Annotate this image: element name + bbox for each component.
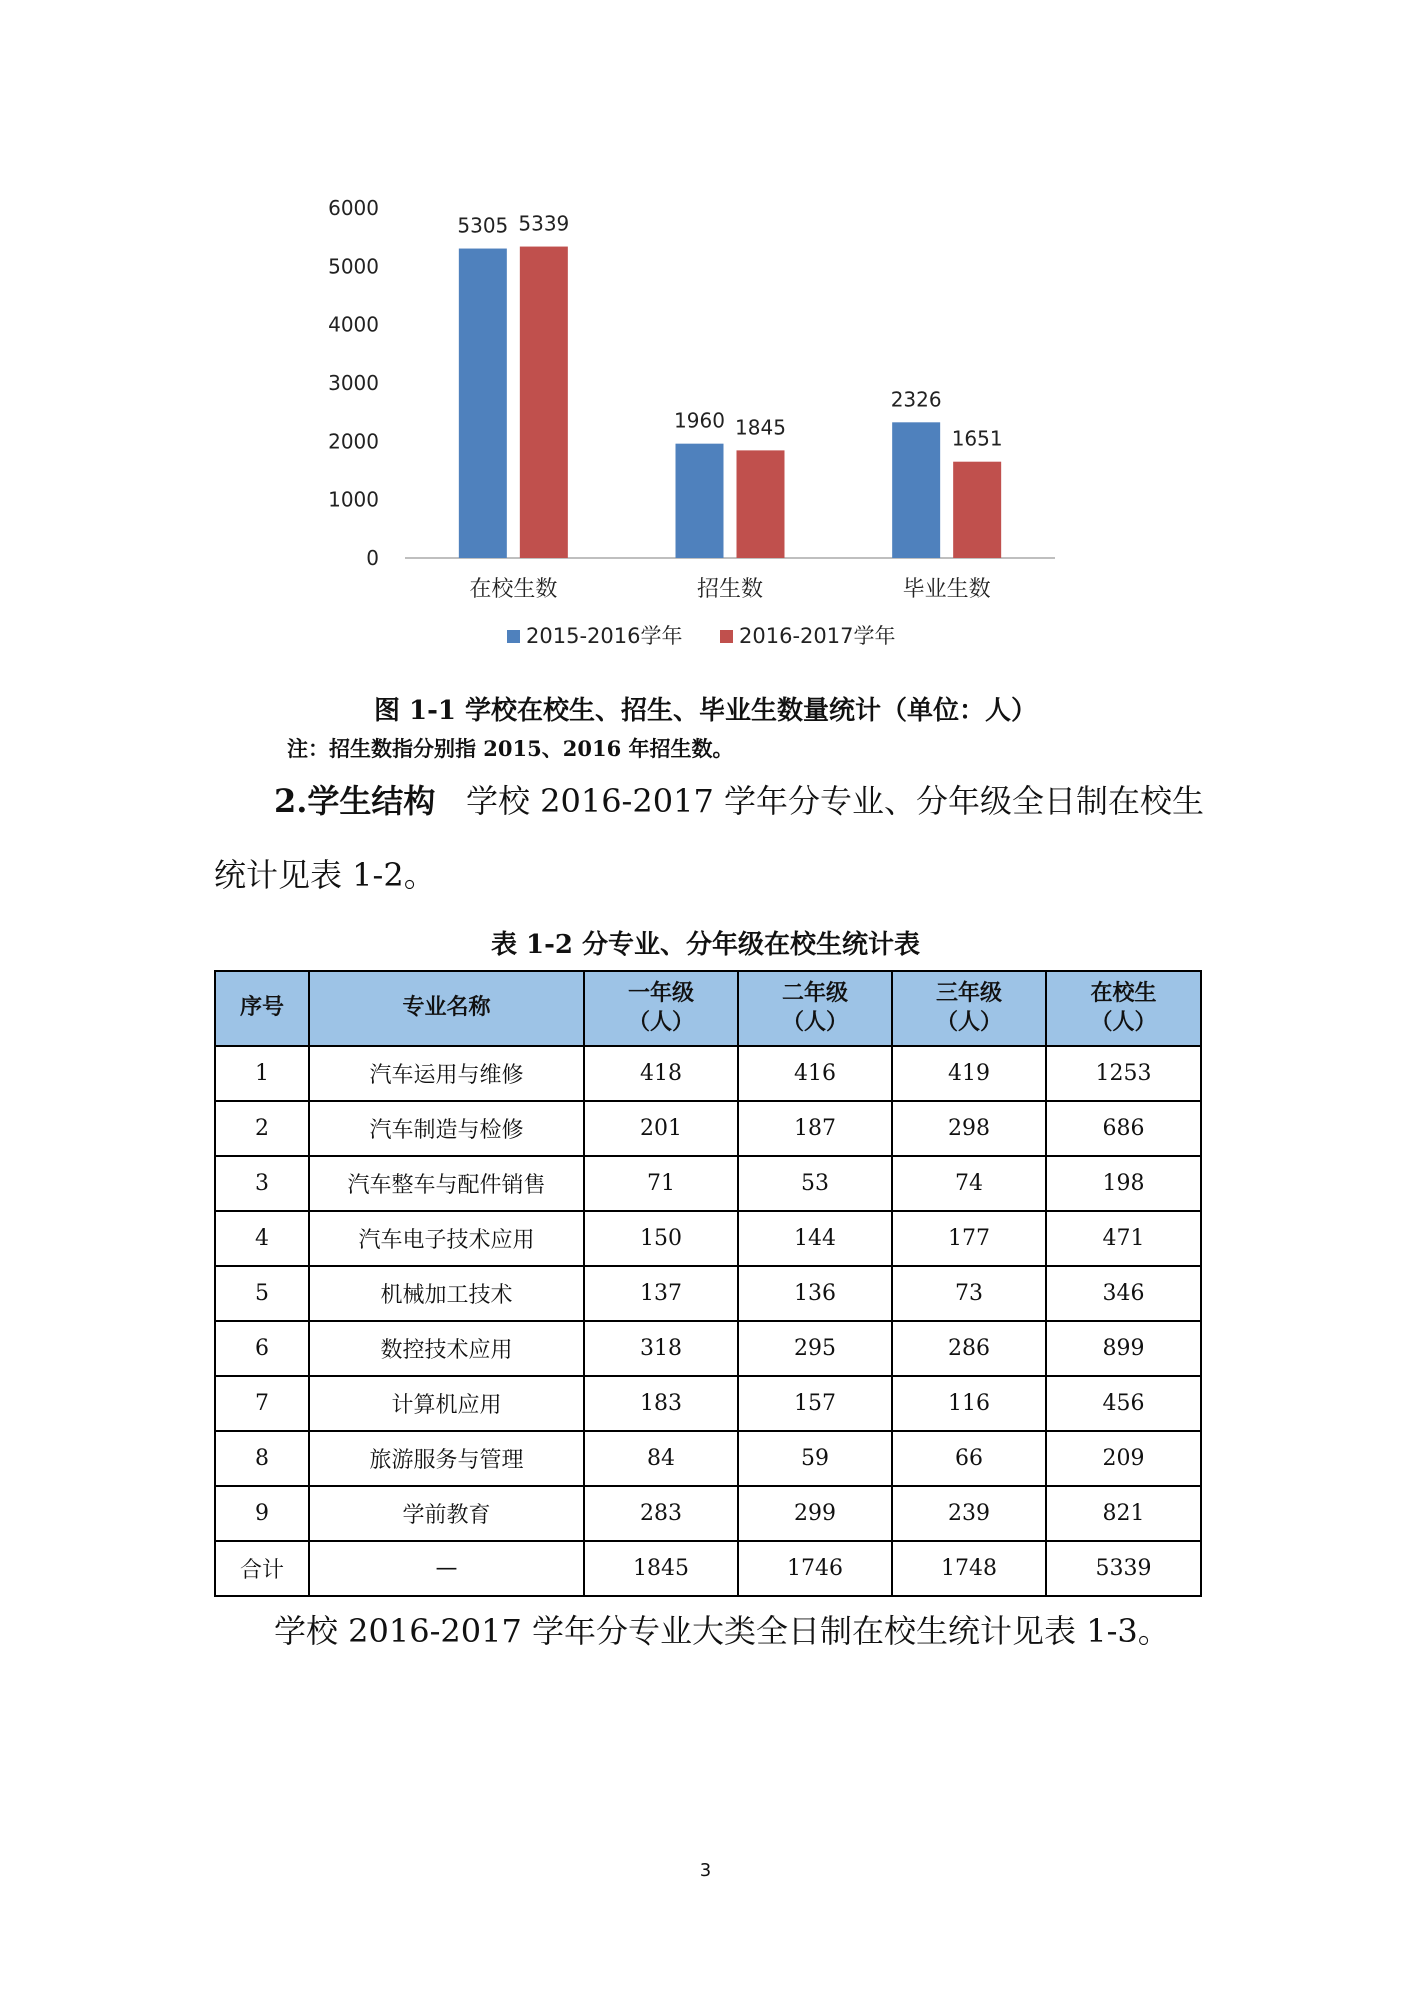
closing-paragraph: 学校 2016-2017 学年分专业大类全日制在校生统计见表 1-3。	[274, 1612, 1170, 1650]
y-tick-label: 6000	[328, 196, 379, 220]
enrollment-table	[214, 970, 1202, 1597]
y-tick-label: 3000	[328, 371, 379, 395]
x-tick-label: 招生数	[696, 577, 764, 602]
table-cell: 419	[892, 1046, 1046, 1101]
table-header-cell: 在校生 （人）	[1046, 971, 1201, 1046]
table-cell: 3	[215, 1156, 309, 1211]
y-tick-label: 2000	[328, 429, 379, 454]
table-cell: 73	[892, 1266, 1046, 1321]
table-cell: 4	[215, 1211, 309, 1266]
table-cell: 合计	[215, 1541, 309, 1596]
table-cell: 899	[1046, 1321, 1201, 1376]
table-cell: 177	[892, 1211, 1046, 1266]
bar-chart	[0, 0, 1411, 680]
table-cell: 1748	[892, 1541, 1046, 1596]
x-tick-label: 在校生数	[469, 577, 558, 602]
table-cell: 6	[215, 1321, 309, 1376]
y-tick-label: 5000	[328, 254, 379, 279]
table-cell: 239	[892, 1486, 1046, 1541]
table-cell: 456	[1046, 1376, 1201, 1431]
table-cell: 7	[215, 1376, 309, 1431]
legend-label: 2015-2016学年	[526, 624, 683, 648]
table-header-cell: 一年级 （人）	[584, 971, 738, 1046]
table-cell: 71	[584, 1156, 738, 1211]
table-cell: 201	[584, 1101, 738, 1156]
table-row	[215, 1431, 1201, 1486]
table-cell: 8	[215, 1431, 309, 1486]
table-cell: 1845	[584, 1541, 738, 1596]
table-cell: 346	[1046, 1266, 1201, 1321]
table-cell: 198	[1046, 1156, 1201, 1211]
bar	[459, 249, 507, 558]
table-row	[215, 1156, 1201, 1211]
figure-note: 注：招生数指分别指 2015、2016 年招生数。	[287, 736, 734, 761]
table-cell: 数控技术应用	[309, 1321, 584, 1376]
table-cell: 1	[215, 1046, 309, 1101]
table-cell: 686	[1046, 1101, 1201, 1156]
table-cell: 1746	[738, 1541, 892, 1596]
page-number: 3	[699, 1860, 712, 1881]
table-row	[215, 1046, 1201, 1101]
table-cell: 汽车制造与检修	[309, 1101, 584, 1156]
bar	[953, 462, 1001, 558]
section-paragraph	[274, 782, 1204, 820]
table-row	[215, 1376, 1201, 1431]
table-cell: 418	[584, 1046, 738, 1101]
data-label: 1960	[674, 408, 725, 433]
table-cell: 299	[738, 1486, 892, 1541]
legend-swatch	[507, 630, 520, 643]
table-cell: 1253	[1046, 1046, 1201, 1101]
table-header-cell: 三年级 （人）	[892, 971, 1046, 1046]
table-header-cell: 专业名称	[309, 971, 584, 1046]
table-cell: 318	[584, 1321, 738, 1376]
bar	[892, 422, 940, 558]
y-tick-label: 4000	[328, 312, 379, 337]
table-cell: 471	[1046, 1211, 1201, 1266]
bar	[737, 450, 785, 558]
table-cell: 2	[215, 1101, 309, 1156]
table-row	[215, 1101, 1201, 1156]
table-cell: 9	[215, 1486, 309, 1541]
table-cell: 机械加工技术	[309, 1266, 584, 1321]
table-cell: 66	[892, 1431, 1046, 1486]
table-cell: 5339	[1046, 1541, 1201, 1596]
table-cell: 416	[738, 1046, 892, 1101]
legend-swatch	[720, 630, 733, 643]
table-cell: 汽车整车与配件销售	[309, 1156, 584, 1211]
table-cell: —	[309, 1541, 584, 1596]
section-heading: 2.学生结构	[274, 782, 436, 820]
table-cell: 计算机应用	[309, 1376, 584, 1431]
y-tick-label: 1000	[328, 487, 379, 512]
table-cell: 74	[892, 1156, 1046, 1211]
table-cell: 286	[892, 1321, 1046, 1376]
bar	[520, 247, 568, 558]
table-cell: 学前教育	[309, 1486, 584, 1541]
data-label: 5305	[457, 213, 509, 238]
figure-caption: 图 1-1 学校在校生、招生、毕业生数量统计（单位：人）	[373, 696, 1038, 726]
table-cell: 150	[584, 1211, 738, 1266]
table-row	[215, 1541, 1201, 1596]
data-label: 2326	[890, 387, 942, 412]
legend-label: 2016-2017学年	[739, 624, 896, 648]
table-cell: 144	[738, 1211, 892, 1266]
table-cell: 116	[892, 1376, 1046, 1431]
table-cell: 汽车电子技术应用	[309, 1211, 584, 1266]
data-label: 1845	[735, 415, 786, 440]
data-label: 1651	[951, 426, 1003, 451]
table-cell: 187	[738, 1101, 892, 1156]
table-header-cell: 二年级 （人）	[738, 971, 892, 1046]
table-caption: 表 1-2 分专业、分年级在校生统计表	[490, 930, 921, 960]
table-cell: 汽车运用与维修	[309, 1046, 584, 1101]
table-cell: 298	[892, 1101, 1046, 1156]
table-cell: 821	[1046, 1486, 1201, 1541]
table-cell: 136	[738, 1266, 892, 1321]
table-header-cell: 序号	[215, 971, 309, 1046]
table-row	[215, 1211, 1201, 1266]
data-label: 5339	[518, 211, 570, 236]
table-cell: 157	[738, 1376, 892, 1431]
table-cell: 84	[584, 1431, 738, 1486]
table-cell: 53	[738, 1156, 892, 1211]
y-tick-label: 0	[366, 546, 379, 570]
table-cell: 5	[215, 1266, 309, 1321]
section-text-line1: 学校 2016-2017 学年分专业、分年级全日制在校生	[465, 782, 1204, 820]
table-header-row	[215, 971, 1201, 1046]
table-cell: 209	[1046, 1431, 1201, 1486]
table-row	[215, 1486, 1201, 1541]
table-cell: 283	[584, 1486, 738, 1541]
x-tick-label: 毕业生数	[902, 577, 991, 602]
table-cell: 137	[584, 1266, 738, 1321]
table-row	[215, 1266, 1201, 1321]
table-cell: 183	[584, 1376, 738, 1431]
table-cell: 59	[738, 1431, 892, 1486]
table-cell: 旅游服务与管理	[309, 1431, 584, 1486]
section-text-line2: 统计见表 1-2。	[214, 856, 436, 894]
table-row	[215, 1321, 1201, 1376]
table-cell: 295	[738, 1321, 892, 1376]
bar	[676, 444, 724, 558]
